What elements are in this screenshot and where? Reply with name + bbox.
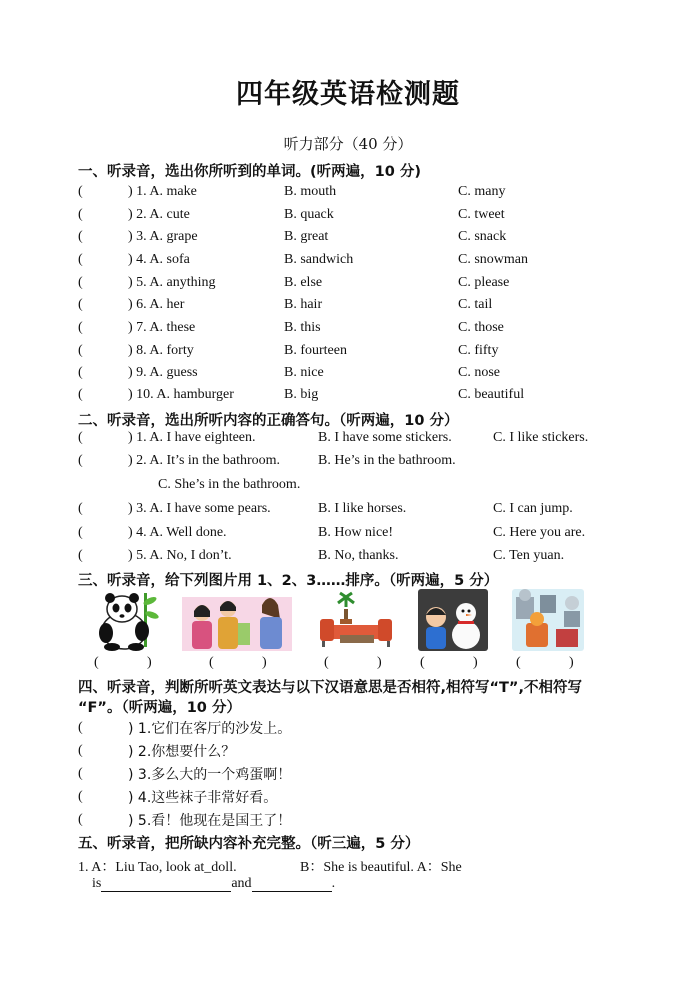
answer-blank[interactable] — [101, 877, 231, 892]
panda-picture — [92, 589, 160, 651]
section4-heading: 四、听录音，判断所听英文表达与以下汉语意思是否相符,相符写“T”,不相符写 — [78, 680, 582, 696]
option-a: ) 9. A. guess — [128, 365, 198, 380]
option-b: B. fourteen — [284, 343, 347, 358]
answer-paren[interactable]: ( — [78, 525, 83, 540]
answer-paren[interactable]: ( — [78, 229, 83, 244]
option-c: C. I can jump. — [493, 501, 573, 516]
question-line-b: B：She is beautiful. A：She — [300, 860, 462, 875]
period: . — [331, 876, 336, 891]
option-a: ) 7. A. these — [128, 320, 196, 335]
answer-paren[interactable]: ( — [78, 453, 83, 468]
option-c: C. beautiful — [458, 387, 525, 402]
option-a: ) 3. A. I have some pears. — [128, 501, 271, 516]
option-c: C. tail — [458, 297, 493, 312]
option-b: B. I have some stickers. — [318, 430, 452, 445]
option-a: ) 4. A. Well done. — [128, 525, 227, 540]
question-line-a: 1. A：Liu Tao, look at_doll. — [78, 860, 237, 875]
option-b: B. great — [284, 229, 329, 244]
option-b: B. else — [284, 275, 323, 290]
word-is: is — [92, 876, 102, 891]
option-b: B. No, thanks. — [318, 548, 399, 563]
option-c: C. tweet — [458, 207, 505, 222]
paren-close: ) — [569, 655, 574, 670]
option-c: C. Ten yuan. — [493, 548, 565, 563]
word-and: and — [231, 876, 252, 891]
section4-heading-cont: “F”。（听两遍，10 分） — [78, 700, 241, 716]
option-b: B. big — [284, 387, 319, 402]
answer-blank[interactable] — [252, 877, 332, 892]
option-c: C. fifty — [458, 343, 499, 358]
option-a: ) 5. A. anything — [128, 275, 216, 290]
option-b: B. this — [284, 320, 321, 335]
option-c: C. snowman — [458, 252, 528, 267]
answer-paren[interactable]: ( — [324, 655, 329, 670]
toys-picture — [512, 589, 584, 651]
answer-paren[interactable]: ( — [78, 812, 83, 827]
snowman-picture — [418, 589, 488, 651]
option-a: ) 2. A. cute — [128, 207, 190, 222]
option-c: C. nose — [458, 365, 500, 380]
answer-paren[interactable]: ( — [78, 365, 83, 380]
paren-close: ) — [147, 655, 152, 670]
option-a: ) 10. A. hamburger — [128, 387, 234, 402]
answer-paren[interactable]: ( — [516, 655, 521, 670]
page-title: 四年级英语检测题 — [236, 79, 460, 110]
answer-paren[interactable]: ( — [78, 548, 83, 563]
option-b: B. sandwich — [284, 252, 354, 267]
statement: ) 5.看！他现在是国王了！ — [128, 813, 292, 829]
answer-paren[interactable]: ( — [78, 184, 83, 199]
answer-paren[interactable]: ( — [78, 320, 83, 335]
statement: ) 4.这些袜子非常好看。 — [128, 790, 278, 806]
answer-paren[interactable]: ( — [78, 766, 83, 781]
option-b: B. I like horses. — [318, 501, 407, 516]
question-line-2 — [92, 876, 335, 896]
section5-heading: 五、听录音，把所缺内容补充完整。（听三遍，5 分） — [78, 836, 420, 852]
option-a: ) 1. A. I have eighteen. — [128, 430, 256, 445]
option-c: C. snack — [458, 229, 507, 244]
option-b: B. nice — [284, 365, 324, 380]
paren-close: ) — [377, 655, 382, 670]
option-c: C. She’s in the bathroom. — [158, 477, 301, 492]
page-subtitle: 听力部分（40 分） — [283, 135, 413, 153]
answer-paren[interactable]: ( — [78, 720, 83, 735]
option-a: ) 8. A. forty — [128, 343, 194, 358]
option-b: B. He’s in the bathroom. — [318, 453, 456, 468]
option-a: ) 1. A. make — [128, 184, 197, 199]
option-c: C. Here you are. — [493, 525, 586, 540]
answer-paren[interactable]: ( — [78, 275, 83, 290]
option-a: ) 3. A. grape — [128, 229, 198, 244]
option-b: B. hair — [284, 297, 323, 312]
option-a: ) 6. A. her — [128, 297, 185, 312]
answer-paren[interactable]: ( — [209, 655, 214, 670]
answer-paren[interactable]: ( — [78, 743, 83, 758]
answer-paren[interactable]: ( — [78, 252, 83, 267]
section2-heading: 二、听录音，选出所听内容的正确答句。（听两遍，10 分） — [78, 413, 459, 429]
answer-paren[interactable]: ( — [78, 789, 83, 804]
option-b: B. mouth — [284, 184, 337, 199]
option-a: ) 2. A. It’s in the bathroom. — [128, 453, 281, 468]
statement: ) 2.你想要什么？ — [128, 744, 236, 760]
answer-paren[interactable]: ( — [420, 655, 425, 670]
option-b: B. How nice! — [318, 525, 394, 540]
answer-paren[interactable]: ( — [78, 297, 83, 312]
people-picture — [182, 589, 292, 651]
section3-heading: 三、听录音，给下列图片用 1、2、3……排序。（听两遍，5 分） — [78, 573, 499, 589]
living-room-picture — [316, 589, 398, 651]
option-b: B. quack — [284, 207, 334, 222]
answer-paren[interactable]: ( — [78, 387, 83, 402]
statement: ) 3.多么大的一个鸡蛋啊！ — [128, 767, 292, 783]
option-a: ) 4. A. sofa — [128, 252, 190, 267]
answer-paren[interactable]: ( — [78, 430, 83, 445]
section1-heading: 一、听录音，选出你所听到的单词。(听两遍，10 分) — [78, 164, 421, 180]
option-a: ) 5. A. No, I don’t. — [128, 548, 232, 563]
paren-close: ) — [473, 655, 478, 670]
answer-paren[interactable]: ( — [78, 207, 83, 222]
paren-close: ) — [262, 655, 267, 670]
answer-paren[interactable]: ( — [94, 655, 99, 670]
option-c: C. many — [458, 184, 506, 199]
option-c: C. those — [458, 320, 504, 335]
statement: ) 1.它们在客厅的沙发上。 — [128, 721, 292, 737]
answer-paren[interactable]: ( — [78, 501, 83, 516]
option-c: C. please — [458, 275, 510, 290]
option-c: C. I like stickers. — [493, 430, 589, 445]
answer-paren[interactable]: ( — [78, 343, 83, 358]
